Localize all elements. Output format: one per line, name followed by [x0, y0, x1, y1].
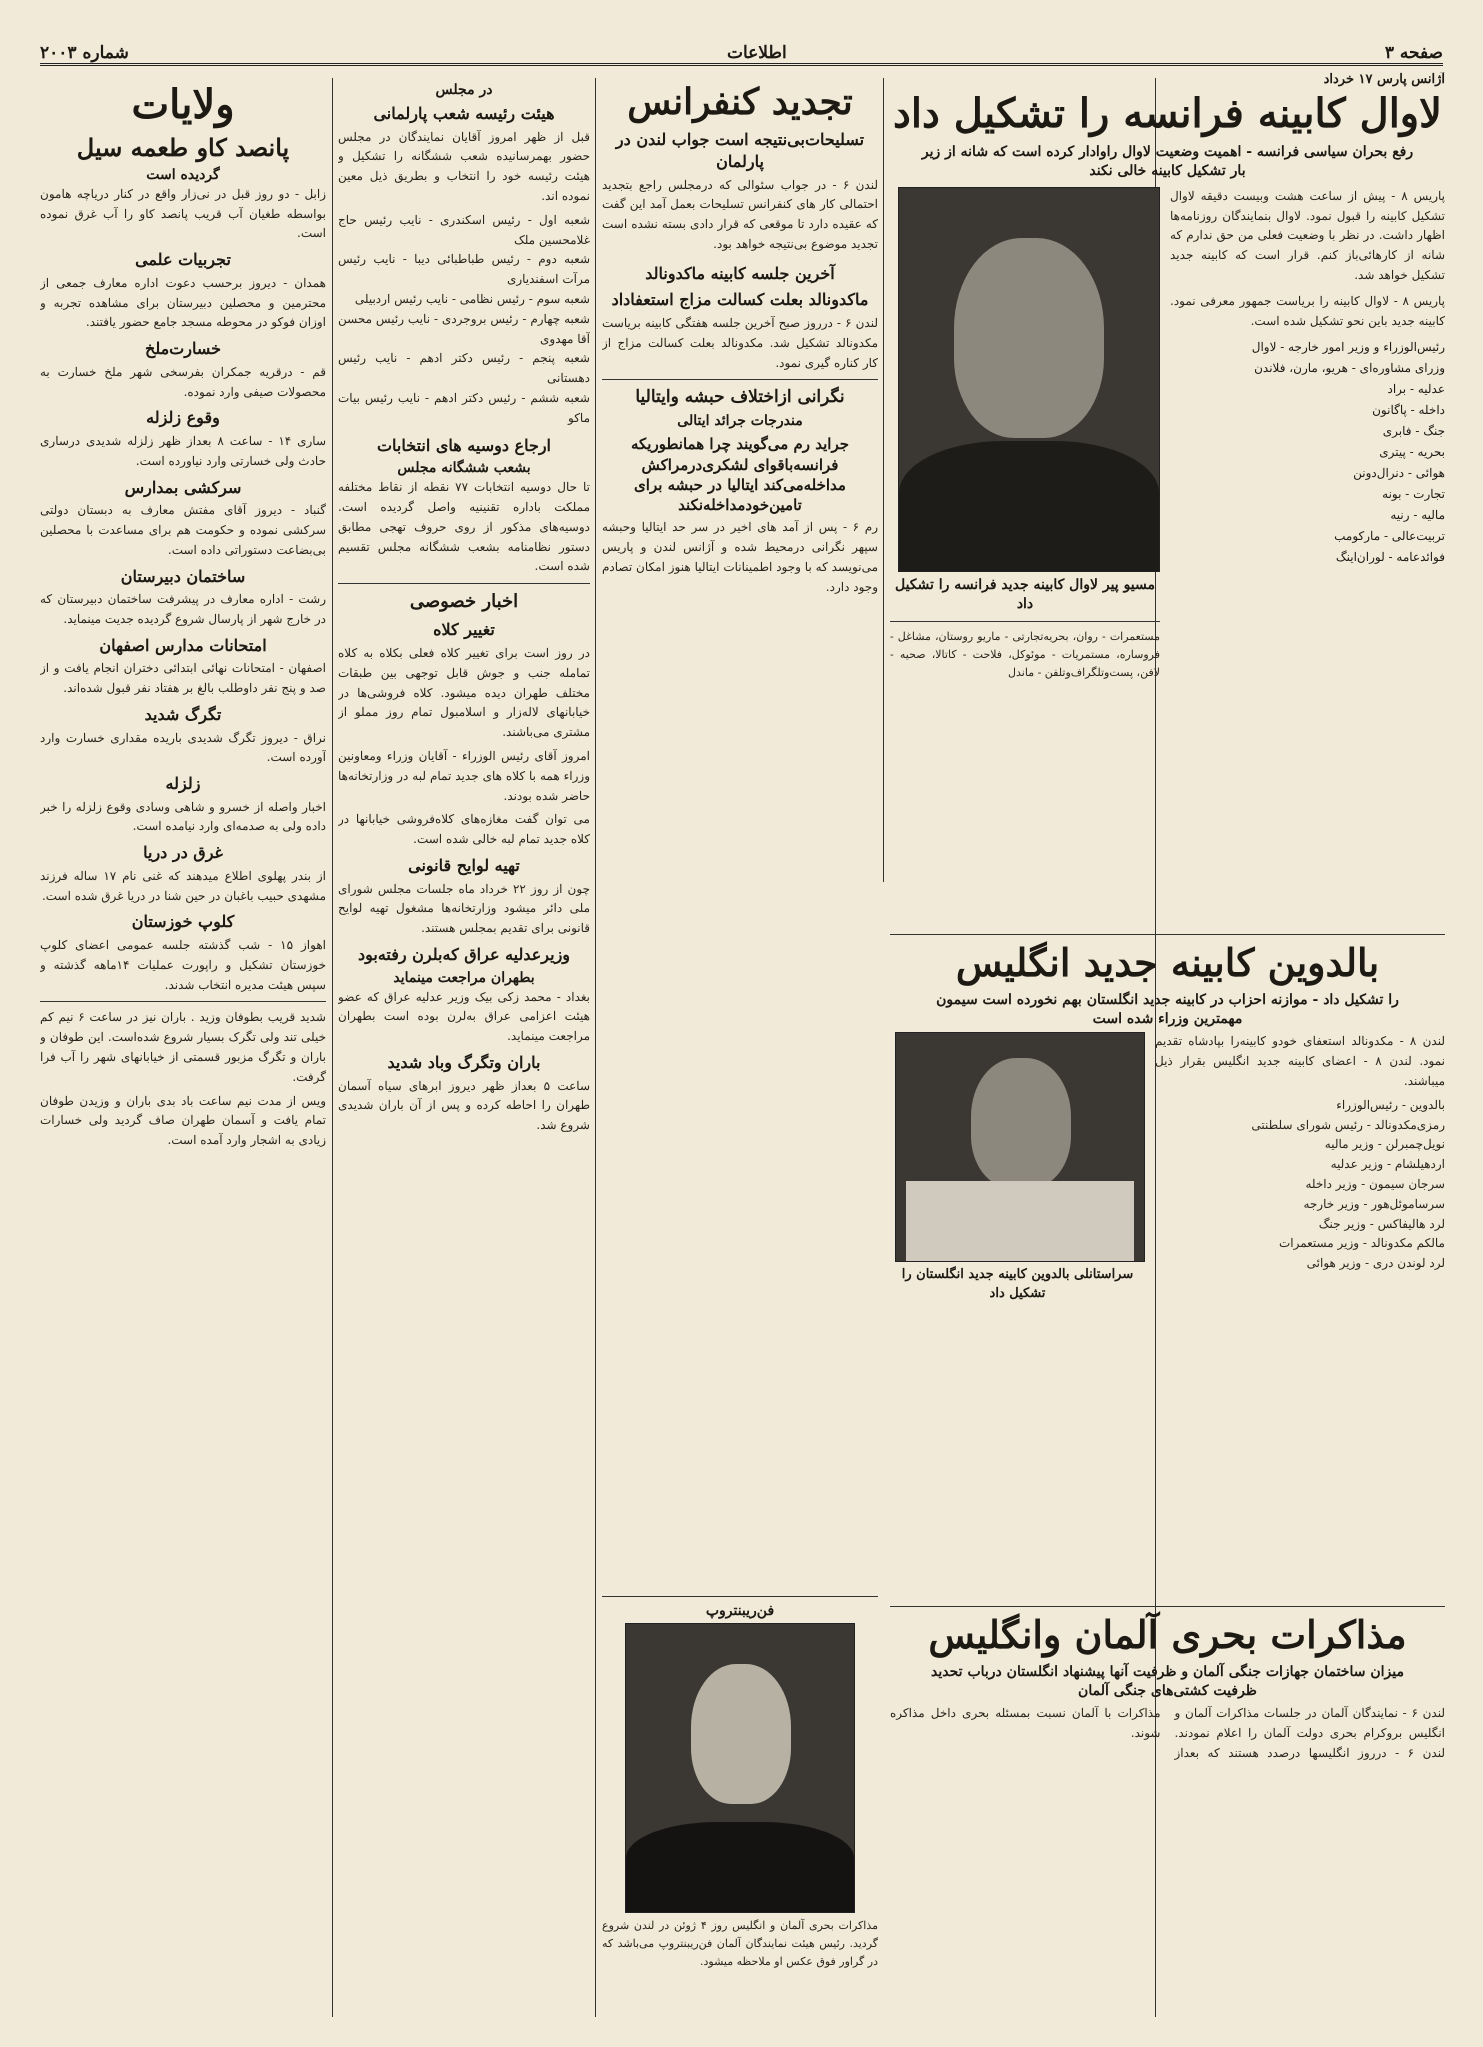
- provinces-body-6: رشت - اداره معارف در پیشرفت ساختمان دبیرستان که در خارج شهر از پارسال شروع گردیده جدیت مینماید.: [40, 592, 326, 626]
- conference-headline: تجدید کنفرانس: [627, 81, 853, 123]
- branch-entry: شعبه پنجم - رئیس دکتر ادهم - نایب رئیس دهستانی: [338, 351, 590, 386]
- majlis-body-7: بغداد - محمد زکی بیک وزیر عدلیه عراق که عضو هیئت اعزامی عراق به‌لرن بوده است بطهران مراجعت مینماید.: [338, 989, 590, 1044]
- cabinet-entry: داخله - پاگانون: [1372, 403, 1445, 418]
- majlis-column: [338, 78, 590, 2018]
- minister-entry: لرد لوندن دری - وزیر هوائی: [1306, 1256, 1445, 1271]
- baldwin-ministers-list: [1155, 1096, 1445, 1274]
- minister-entry: لرد هالیفاکس - وزیر جنگ: [1318, 1216, 1445, 1231]
- provinces-body-7: اصفهان - امتحانات نهائی ابتدائی دختران انجام یافت و از صد و پنج نفر داوطلب بالغ بر هفتاد نفر قبول شده‌اند.: [40, 661, 326, 696]
- cabinet-entry: رئیس‌الوزراء و وزیر امور خارجه - لاوال: [1251, 340, 1445, 355]
- provinces-body-11: اهواز ۱۵ - شب گذشته جلسه عمومی اعضای کلوپ خوزستان تشکیل و راپورت عملیات ۱۴ماهه گذشته و سپس هیئت مدیره انتخاب شدند.: [40, 938, 326, 992]
- laval-face: [954, 238, 1104, 438]
- laval-article: آژانس پارس ۱۷ خرداد لاوال کابینه فرانسه را تشکیل داد رفع بحران سیاسی فرانسه - اهمیت وضعیت لاوال راوادار کرده است که شانه از زیر بار تشکیل کابینه خالی نکند پاریس ۸ - پیش از ساعت هشت وبیست دقیقه لاوال تشکیل کابینه را قبول نمود. لاوال بنمایندگان روزنامه‌ها اظهار داشت. در نظر با وضعیت فعلی من حق ندارم که شانه از کارهائی‌باز کنم. قرار است که کابینه جدید تشکیل خواهد شد. پاریس ۸ - لاوال کابینه را بریاست جمهور معرفی نمود. کابینه جدید باین نحو تشکیل شده است. رئیس‌الوزراء و وزیر امور خارجه - لاوال وزرای مشاوره‌ای - هریو، مارن، فلاندن عدلیه - براد داخله - پاگانون جنگ - فابری بحریه - پیتری هوائی - دنرال‌دونن تجارت - بونه مالیه - رنیه تربیت‌عالی - مارکومب فوائدعامه - لوران‌اینگ مسیو پیر لاوال کابینه جدید فرانسه را تشکیل داد مستعمرات - روان، بحریه‌تجارتی - ماریو روستان، مشاغل - فروساره، مستمریات - موئوکل، فلاحت - کاتالا، صحیه - لافن، پست‌وتلگراف‌وتلفن - ماندل: [890, 72, 1445, 680]
- ribbentrop-label: فن‌ریبنتروپ: [705, 1603, 775, 1619]
- provinces-sub-6: ساختمان دبیرستان: [120, 566, 246, 586]
- provinces-sub-5: سرکشی بمدارس: [124, 477, 242, 497]
- cabinet-entry: فوائدعامه - لوران‌اینگ: [1335, 550, 1445, 565]
- laval-cabinet-list: [1170, 337, 1445, 568]
- baldwin-newspaper: [906, 1181, 1134, 1261]
- ribbentrop-suit: [626, 1822, 854, 1912]
- cabinet-entry: عدلیه - براد: [1387, 382, 1445, 397]
- minister-entry: سرساموئل‌هور - وزیر خارجه: [1303, 1196, 1445, 1211]
- cabinet-entry: وزرای مشاوره‌ای - هریو، مارن، فلاندن: [1254, 361, 1445, 376]
- laval-portrait: [898, 187, 1160, 572]
- cabinet-entry: هوائی - دنرال‌دونن: [1353, 466, 1445, 481]
- cabinet-entry: بحریه - پیتری: [1379, 445, 1445, 460]
- minister-entry: مالکم مکدونالد - وزیر مستعمرات: [1278, 1236, 1445, 1251]
- provinces-sub-2: تجربیات علمی: [135, 250, 231, 270]
- laval-body-1: پاریس ۸ - پیش از ساعت هشت وبیست دقیقه لاوال تشکیل کابینه را قبول نمود. لاوال بنمایندگان روزنامه‌ها اظهار داشت. در نظر با وضعیت فعلی من حق ندارم که شانه از کارهائی‌باز کنم. قرار است که کابینه جدید تشکیل خواهد شد.: [1170, 188, 1445, 282]
- provinces-sub-8: تگرگ شدید: [144, 704, 222, 724]
- ribbentrop-portrait: [625, 1623, 855, 1913]
- naval-article: [890, 1600, 1445, 2020]
- ribbentrop-block: [602, 1590, 878, 2020]
- baldwin-face: [971, 1058, 1071, 1188]
- provinces-body-9: اخبار واصله از خسرو و شاهی وسادی وقوع زلزله را خبر داده ولی به صدمه‌ای وارد نیامده است.: [40, 799, 326, 834]
- ribbentrop-face: [691, 1664, 791, 1804]
- conference-sub-4: نگرانی ازاختلاف حبشه وایتالیا: [635, 387, 845, 408]
- provinces-sub-1: پانصد کاو طعمه سیل: [76, 133, 290, 162]
- provinces-body-8: نراق - دیروز تگرگ شدیدی باریده مقداری خسارت وارد آورده است.: [40, 730, 326, 765]
- minister-entry: رمزی‌مکدونالد - رئیس شورای سلطنتی: [1251, 1117, 1445, 1132]
- provinces-body-13: ویس از مدت نیم ساعت باد بدی باران و وزیدن طوفان تمام یافت و آسمان طهران صاف گردید ولی خسارات زیادی به اشجار وارد آمده است.: [40, 1093, 326, 1148]
- column-rule: [332, 78, 333, 2017]
- majlis-label-2: اخبار خصوصی: [409, 591, 519, 613]
- conference-sub-6: جراید رم می‌گویند چرا همانطوریکه فرانسه‌باقوای لشکری‌درمراکش مداخله‌می‌کند ایتالیا در حبشه برای تامین‌خودمداخله‌نکند: [630, 435, 850, 515]
- cabinet-entry: مالیه - رنیه: [1390, 508, 1445, 523]
- majlis-sub-6: باران وتگرگ وباد شدید: [387, 1052, 541, 1072]
- minister-entry: بالدوین - رئیس‌الوزراء: [1336, 1097, 1445, 1112]
- majlis-sub-3: تغییر کلاه: [433, 620, 495, 640]
- minister-entry: نویل‌چمبرلن - وزیر مالیه: [1324, 1137, 1445, 1152]
- page-number: صفحه ۳: [1384, 42, 1443, 63]
- naval-body: لندن ۶ - نمایندگان آلمان در جلسات مذاکرات آلمان و انگلیس بروکرام بحری دولت آلمان را اعلام نمودند. لندن ۶ - درروز انگلیسها درصدد هستند که بعداز مذاکرات با آلمان نسبت بمسئله بحری داخل مذاکره شوند.: [890, 1706, 1445, 1761]
- minister-entry: اردهیلشام - وزیر عدلیه: [1330, 1157, 1445, 1172]
- cabinet-entry: تربیت‌عالی - مارکومب: [1334, 529, 1445, 544]
- naval-subhead: میزان ساختمان جهازات جنگی آلمان و ظرفیت آنها پیشنهاد انگلستان درباب تحدید ظرفیت کشتی‌های جنگی آلمان: [931, 1663, 1404, 1699]
- provinces-body-4: ساری ۱۴ - ساعت ۸ بعداز ظهر زلزله شدیدی درساری حادث ولی خسارتی وارد نیاورده است.: [40, 433, 326, 468]
- majlis-sub-5b: بطهران مراجعت مینماید: [393, 969, 535, 986]
- ribbentrop-caption: مذاکرات بحری آلمان و انگلیس روز ۴ ژوئن در لندن شروع گردید. رئیس هیئت نمایندگان آلمان فن‌ریبنتروپ می‌باشد که در گراور فوق عکس او ملاحظه میشود.: [602, 1919, 878, 1969]
- majlis-body-8: ساعت ۵ بعداز ظهر دیروز ابرهای سیاه آسمان طهران را احاطه کرده و پس از آن باران شدیدی شروع شد.: [338, 1078, 590, 1133]
- provinces-body-12: شدید قریب بطوفان وزید . باران نیز در ساعت ۶ نیم کم خیلی تند ولی تگرک بسیار شروع شده‌است. این طوفان و باران و تگرگ مزبور قسمتی از خیابانهای شهر را آب فرا گرفت.: [40, 1010, 326, 1084]
- provinces-headline: ولایات: [131, 81, 235, 128]
- branch-entry: شعبه اول - رئیس اسکندری - نایب رئیس حاج غلامحسین ملک: [338, 212, 590, 247]
- majlis-body-2: تا حال دوسیه انتخابات ۷۷ نقطه از نقاط مختلفه مملکت باداره تقنینیه واصل گردیده است. دوسیه‌های مذکور از روی حروف تهجی مطابق دستور نظامنامه بشعب ششگانه مجلس تقسیم شده است.: [338, 480, 590, 574]
- laval-caption: مسیو پیر لاوال کابینه جدید فرانسه را تشکیل داد: [894, 576, 1156, 613]
- provinces-body-5: گنباد - دیروز آقای مفتش معارف به دبستان دولتی سرکشی نموده و حکومت هم برای مساعدت با محصلین بی‌بضاعت دستوراتی داده است.: [40, 503, 326, 557]
- provinces-body-1: زابل - دو روز قبل در نی‌زار واقع در کنار دریاچه هامون بواسطه طغیان آب قریب پانصد کاو را آب غرق نموده است.: [40, 186, 326, 241]
- cabinet-entry: تجارت - بونه: [1382, 487, 1445, 502]
- baldwin-headline: بالدوین کابینه جدید انگلیس: [955, 940, 1380, 985]
- column-rule: [883, 78, 884, 882]
- provinces-sub-4: وقوع زلزله: [146, 408, 220, 428]
- branch-entry: شعبه چهارم - رئیس بروجردی - نایب رئیس محسن آقا مهدوی: [338, 311, 590, 346]
- masthead: [40, 42, 1443, 66]
- majlis-sub-5: وزیرعدلیه عراق که‌بلرن رفته‌بود: [357, 944, 571, 964]
- provinces-body-10: از بندر پهلوی اطلاع میدهند که غنی نام ۱۷ ساله فرزند مشهدی حبیب باغبان در حین شنا در دریا غرق شده است.: [40, 868, 326, 903]
- laval-subhead: رفع بحران سیاسی فرانسه - اهمیت وضعیت لاوال راوادار کرده است که شانه از زیر بار تشکیل کابینه خالی نکند: [921, 144, 1414, 179]
- conference-sub-3: ماکدونالد بعلت کسالت مزاج استعفاداد: [611, 290, 869, 310]
- conference-sub-2: آخرین جلسه کابینه ماکدونالد: [645, 263, 835, 283]
- conference-body-1: لندن ۶ - در جواب سئوالی که درمجلس راجع بتجدید احتمالی کار های کنفرانس تسلیحات بعمل آمد این گفت که عقیده دارد تا موقعی که قرار دادی بسته نشده است تجدید موضوع بی‌نتیجه خواهد بود.: [602, 177, 878, 251]
- provinces-column: [40, 78, 326, 2018]
- laval-headline: لاوال کابینه فرانسه را تشکیل داد: [893, 90, 1442, 137]
- laval-body-2: پاریس ۸ - لاوال کابینه را بریاست جمهور معرفی نمود. کابینه جدید باین نحو تشکیل شده است.: [1170, 293, 1445, 328]
- baldwin-caption: سراستانلی بالدوین کابینه جدید انگلستان را تشکیل داد: [901, 1267, 1134, 1301]
- provinces-sub-11: کلوپ خوزستان: [131, 912, 235, 932]
- provinces-body-3: قم - درقریه جمکران بفرسخی شهر ملخ خسارت به محصولات صیفی وارد نموده.: [40, 364, 326, 399]
- provinces-sub-3: خسارت‌ملخ: [144, 339, 222, 359]
- majlis-body-3: در روز است برای تغییر کلاه فعلی بکلاه به کلاه تمامله جنب و جوش قابل توجهی بین طبقات مختلف طهران دیده میشود. کلاه فروشی‌ها در خیابانهای لاله‌زار و اسلامبول تمام روز مملو از مشتری می‌باشند.: [338, 646, 590, 740]
- majlis-headline: هیئت رئیسه شعب پارلمانی: [373, 104, 555, 123]
- provinces-body-2: همدان - دیروز برحسب دعوت اداره معارف جمعی از محترمین و محصلین دبیرستان برای مشاهده تجربه و اوزان فوکو در محوطه مسجد جامع حضور یافتند.: [40, 275, 326, 330]
- conference-sub-5: مندرجات جرائد ایتالی: [677, 413, 803, 430]
- minister-entry: سرجان سیمون - وزیر داخله: [1305, 1177, 1445, 1192]
- issue-number: شماره ۲۰۰۳: [40, 42, 129, 63]
- provinces-sub-9: زلزله: [165, 774, 201, 794]
- baldwin-portrait: [895, 1032, 1145, 1262]
- conference-body-3: رم ۶ - پس از آمد های اخیر در سر حد ایتالیا وحبشه سپهر نگرانی درمحیط شده و آژانس لندن و پاریس می‌نویسد که با وجود اطمینانات ایتالیا هنوز امکان تصادم وجود دارد.: [602, 520, 878, 594]
- majlis-sub-2: ارجاع دوسیه های انتخابات: [376, 435, 551, 455]
- branch-entry: شعبه ششم - رئیس دکتر ادهم - نایب رئیس بیات ماکو: [338, 390, 590, 425]
- conference-subhead: تسلیحات‌بی‌نتیجه است جواب لندن در پارلمان: [615, 130, 865, 171]
- conference-body-2: لندن ۶ - درروز صبح آخرین جلسه هفتگی کابینه بریاست مکدونالد تشکیل شد. مکدونالد بعلت کسالت مزاج از کار کناره گیری نمود.: [602, 315, 878, 370]
- majlis-body-1: قبل از ظهر امروز آقایان نمایندگان در مجلس حضور بهمرسانیده شعب ششگانه را تشکیل و هیئت رئیسه خود را انتخاب و بطریق ذیل معین نموده اند.: [338, 129, 590, 203]
- majlis-sub-2b: بشعب ششگانه مجلس: [397, 460, 531, 477]
- paper-name: اطلاعات: [726, 42, 787, 63]
- cabinet-entry: جنگ - فابری: [1382, 424, 1445, 439]
- provinces-sub-7: امتحانات مدارس اصفهان: [99, 635, 267, 655]
- majlis-label: در مجلس: [435, 82, 493, 98]
- baldwin-subhead: را تشکیل داد - موازنه احزاب در کابینه جدید انگلستان بهم نخورده است سیمون مهمترین وزراء شده است: [936, 991, 1399, 1027]
- baldwin-body: لندن ۸ - مکدونالد استعفای خودو کابینه‌را بپادشاه تقدیم نمود. لندن ۸ - اعضای کابینه جدید انگلیس بقرار ذیل میباشند.: [1155, 1034, 1445, 1089]
- branch-entry: شعبه سوم - رئیس نظامی - نایب رئیس اردبیلی: [354, 291, 590, 306]
- majlis-body-6: چون از روز ۲۲ خرداد ماه جلسات مجلس شورای ملی دائر میشود وزارتخانه‌ها مشغول تهیه لوایح قانونی برای تقدیم بمجلس هستند.: [338, 881, 590, 936]
- laval-source: آژانس پارس ۱۷ خرداد: [1323, 72, 1445, 87]
- naval-headline: مذاکرات بحری آلمان وانگلیس: [928, 1612, 1407, 1657]
- provinces-sub-1b: گردیده است: [146, 166, 220, 183]
- conference-article: [602, 78, 878, 1578]
- baldwin-article: [890, 928, 1445, 1303]
- column-rule: [595, 78, 596, 2017]
- laval-suit: [899, 441, 1159, 571]
- branch-entry: شعبه دوم - رئیس طباطبائی دیبا - نایب رئیس مرآت اسفندیاری: [338, 252, 590, 287]
- majlis-body-4: امروز آقای رئیس الوزراء - آقایان وزراء ومعاونین وزراء همه با کلاه های جدید تمام لبه در وزارتخانه‌ها حاضر شده بودند.: [338, 749, 590, 803]
- provinces-sub-10: غرق در دریا: [143, 843, 223, 863]
- majlis-branches-list: [338, 211, 590, 429]
- majlis-body-5: می توان گفت مغازه‌های کلاه‌فروشی خیابانها در کلاه جدید تمام لبه خالی شده است.: [338, 812, 590, 847]
- majlis-sub-4: تهیه لوایح قانونی: [408, 855, 520, 875]
